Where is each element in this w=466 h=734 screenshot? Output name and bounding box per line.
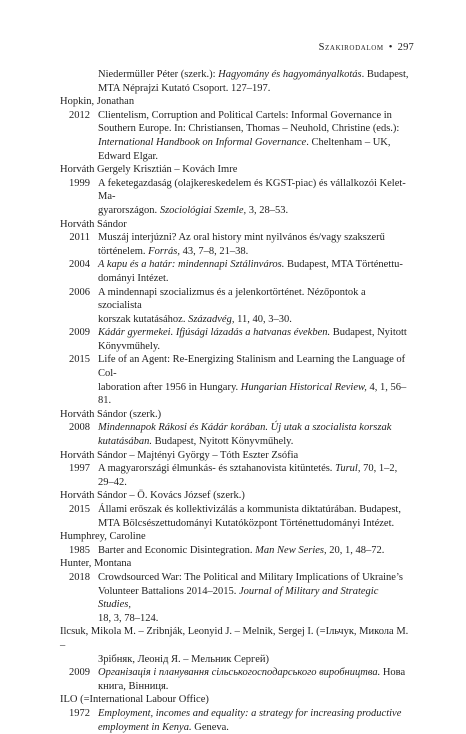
entry-reference <box>98 326 412 353</box>
entry-year: 2012 <box>60 109 98 163</box>
reference-title: Організація і планування сільськогосподарського виробництва. <box>98 667 380 678</box>
author-heading: Ilcsuk, Mikola M. – Zribnják, Leonyid J. – Melnik, Sergej I. (=Ільчук, Микола М. – <box>60 625 412 652</box>
reference-title: Századvég, <box>188 314 234 325</box>
reference-line <box>98 231 412 245</box>
reference-text: Volunteer Battalions 2014–2015. <box>98 586 239 597</box>
author-heading: Hunter, Montana <box>60 557 412 571</box>
author-heading: Horváth Sándor <box>60 218 412 232</box>
reference-title: International Handbook on Informal Governance <box>98 137 306 148</box>
reference-text: korszak kutatásához. <box>98 314 188 325</box>
author-heading: Horváth Sándor (szerk.) <box>60 408 412 422</box>
reference-text: 4, 1, 56–81. <box>98 382 406 407</box>
reference-title: Mindennapok Rákosi és Kádár korában. Új utak a szocialista korszak <box>98 422 391 433</box>
bibliography-entry <box>60 109 412 163</box>
author-heading: Humphrey, Caroline <box>60 530 412 544</box>
reference-text: MTA Néprajzi Kutató Csoport. 127–197. <box>98 83 270 94</box>
reference-title: A kapu és a határ: mindennapi Sztálinváros. <box>98 259 284 270</box>
entry-year: 2004 <box>60 258 98 285</box>
reference-line <box>98 435 412 449</box>
author-heading: Horváth Sándor – Ö. Kovács József (szerk.) <box>60 489 412 503</box>
reference-line <box>98 612 412 626</box>
reference-line <box>98 82 412 96</box>
reference-title: Man New Series, <box>255 545 326 556</box>
running-header <box>319 42 414 53</box>
reference-line <box>98 177 412 204</box>
reference-line <box>98 707 412 721</box>
running-title: Szakirodalom <box>319 42 384 53</box>
bibliography-entry <box>60 503 412 530</box>
entry-reference <box>98 462 412 489</box>
reference-text: . Cheltenham – UK, <box>306 137 390 148</box>
entry-reference <box>98 707 412 734</box>
entry-reference <box>98 503 412 530</box>
reference-line <box>98 136 412 150</box>
reference-text: 43, 7–8, 21–38. <box>180 246 248 257</box>
reference-line <box>98 68 412 82</box>
entry-year: 2009 <box>60 326 98 353</box>
reference-text: Niedermüller Péter (szerk.): <box>98 69 218 80</box>
reference-text: 70, 1–2, <box>360 463 397 474</box>
entry-reference <box>98 177 412 218</box>
reference-line <box>98 721 412 734</box>
reference-text: Geneva. <box>192 722 229 733</box>
reference-title: Hagyomány és hagyományalkotás <box>218 69 361 80</box>
reference-line <box>98 680 412 694</box>
entry-year: 2008 <box>60 421 98 448</box>
reference-title: Turul, <box>335 463 360 474</box>
reference-line <box>98 462 412 476</box>
reference-line <box>98 122 412 136</box>
reference-line <box>98 571 412 585</box>
reference-text: Crowdsourced War: The Political and Military Implications of Ukraine’s <box>98 572 403 583</box>
reference-title: Szociológiai Szemle, <box>160 205 246 216</box>
page-number: 297 <box>398 42 414 53</box>
entry-reference <box>98 231 412 258</box>
entry-reference <box>98 666 412 693</box>
entry-reference <box>98 544 412 558</box>
reference-text: A feketegazdaság (olajkereskedelem és KGST-piac) és vállalkozói Kelet-Ma- <box>98 178 406 203</box>
reference-line <box>98 204 412 218</box>
reference-text: Budapest, Nyitott Könyvműhely. <box>152 436 293 447</box>
reference-title: Journal of Military and Strategic Studies, <box>98 586 378 611</box>
author-heading: ILO (=International Labour Office) <box>60 693 412 707</box>
reference-line <box>98 258 412 272</box>
reference-title: Forrás, <box>148 246 180 257</box>
reference-text: Southern Europe. In: Christiansen, Thomas – Neuhold, Christine (eds.): <box>98 123 399 134</box>
reference-continuation <box>60 68 412 95</box>
reference-text: A mindennapi szocializmus és a jelenkortörténet. Nézőpontok a szocialista <box>98 287 366 312</box>
entry-year: 1985 <box>60 544 98 558</box>
entry-year: 2011 <box>60 231 98 258</box>
reference-title: Hungarian Historical Review, <box>241 382 367 393</box>
entry-reference <box>98 353 412 407</box>
reference-line <box>98 666 412 680</box>
entry-year: 1997 <box>60 462 98 489</box>
bibliography-entry <box>60 231 412 258</box>
reference-text: . Budapest, <box>362 69 409 80</box>
reference-text: Edward Elgar. <box>98 151 158 162</box>
reference-text: Clientelism, Corruption and Political Cartels: Informal Governance in <box>98 110 392 121</box>
reference-line <box>98 313 412 327</box>
reference-text: Life of an Agent: Re-Energizing Stalinism and Learning the Language of Col- <box>98 354 405 379</box>
bibliography-entry <box>60 462 412 489</box>
bibliography-entry <box>60 177 412 218</box>
author-heading: Hopkin, Jonathan <box>60 95 412 109</box>
reference-line <box>98 381 412 408</box>
entry-year: 1999 <box>60 177 98 218</box>
reference-title: Kádár gyermekei. Ifjúsági lázadás a hatvanas években. <box>98 327 330 338</box>
entry-reference <box>98 571 412 625</box>
reference-text: Нова <box>380 667 405 678</box>
reference-line <box>98 544 412 558</box>
bibliography-entry <box>60 421 412 448</box>
entry-reference <box>98 421 412 448</box>
bibliography-list <box>60 68 412 734</box>
reference-text: Budapest, MTA Történettu- <box>284 259 403 270</box>
reference-text: történelem. <box>98 246 148 257</box>
bibliography-entry <box>60 707 412 734</box>
reference-text: 29–42. <box>98 477 127 488</box>
author-heading: Horváth Sándor – Majtényi György – Tóth Eszter Zsófia <box>60 449 412 463</box>
reference-text: книга, Вінниця. <box>98 681 168 692</box>
bibliography-entry <box>60 258 412 285</box>
reference-line <box>98 421 412 435</box>
bibliography-entry <box>60 666 412 693</box>
reference-line <box>98 585 412 612</box>
reference-text: gyarországon. <box>98 205 160 216</box>
reference-title: Employment, incomes and equality: a strategy for increasing productive <box>98 708 401 719</box>
reference-text: Barter and Economic Disintegration. <box>98 545 255 556</box>
reference-line <box>98 109 412 123</box>
reference-text: MTA Bölcsészettudományi Kutatóközpont Történettudományi Intézet. <box>98 518 394 529</box>
reference-text: Muszáj interjúzni? Az oral history mint nyilvános és/vagy szakszerű <box>98 232 385 243</box>
reference-title: employment in Kenya. <box>98 722 192 733</box>
entry-reference <box>98 258 412 285</box>
entry-reference <box>98 286 412 327</box>
reference-text: Állami erőszak és kollektivizálás a kommunista diktatúrában. Budapest, <box>98 504 401 515</box>
reference-text: A magyarországi élmunkás- és sztahanovista kitüntetés. <box>98 463 335 474</box>
reference-line <box>98 286 412 313</box>
author-heading-continuation: Зрібняк, Леонід Я. – Мельник Сергей) <box>60 653 412 667</box>
reference-text: Budapest, Nyitott <box>330 327 407 338</box>
reference-text: 11, 40, 3–30. <box>234 314 291 325</box>
reference-line <box>98 517 412 531</box>
separator-dot: • <box>389 42 393 53</box>
author-heading: Horváth Gergely Krisztián – Kovách Imre <box>60 163 412 177</box>
bibliography-entry <box>60 326 412 353</box>
reference-text: dományi Intézet. <box>98 273 169 284</box>
reference-line <box>98 245 412 259</box>
bibliography-entry <box>60 544 412 558</box>
entry-year: 1972 <box>60 707 98 734</box>
reference-line <box>98 326 412 340</box>
reference-text: 18, 3, 78–124. <box>98 613 158 624</box>
reference-text: Könyvműhely. <box>98 341 160 352</box>
entry-year: 2006 <box>60 286 98 327</box>
reference-line <box>98 503 412 517</box>
entry-year: 2015 <box>60 353 98 407</box>
reference-text: laboration after 1956 in Hungary. <box>98 382 241 393</box>
reference-line <box>98 150 412 164</box>
entry-year: 2018 <box>60 571 98 625</box>
reference-text: 20, 1, 48–72. <box>327 545 385 556</box>
bibliography-entry <box>60 571 412 625</box>
entry-year: 2009 <box>60 666 98 693</box>
reference-text: 3, 28–53. <box>246 205 288 216</box>
reference-line <box>98 476 412 490</box>
reference-title: kutatásában. <box>98 436 152 447</box>
reference-line <box>98 340 412 354</box>
entry-year: 2015 <box>60 503 98 530</box>
reference-line <box>98 353 412 380</box>
bibliography-entry <box>60 286 412 327</box>
bibliography-entry <box>60 353 412 407</box>
entry-reference <box>98 109 412 163</box>
reference-line <box>98 272 412 286</box>
